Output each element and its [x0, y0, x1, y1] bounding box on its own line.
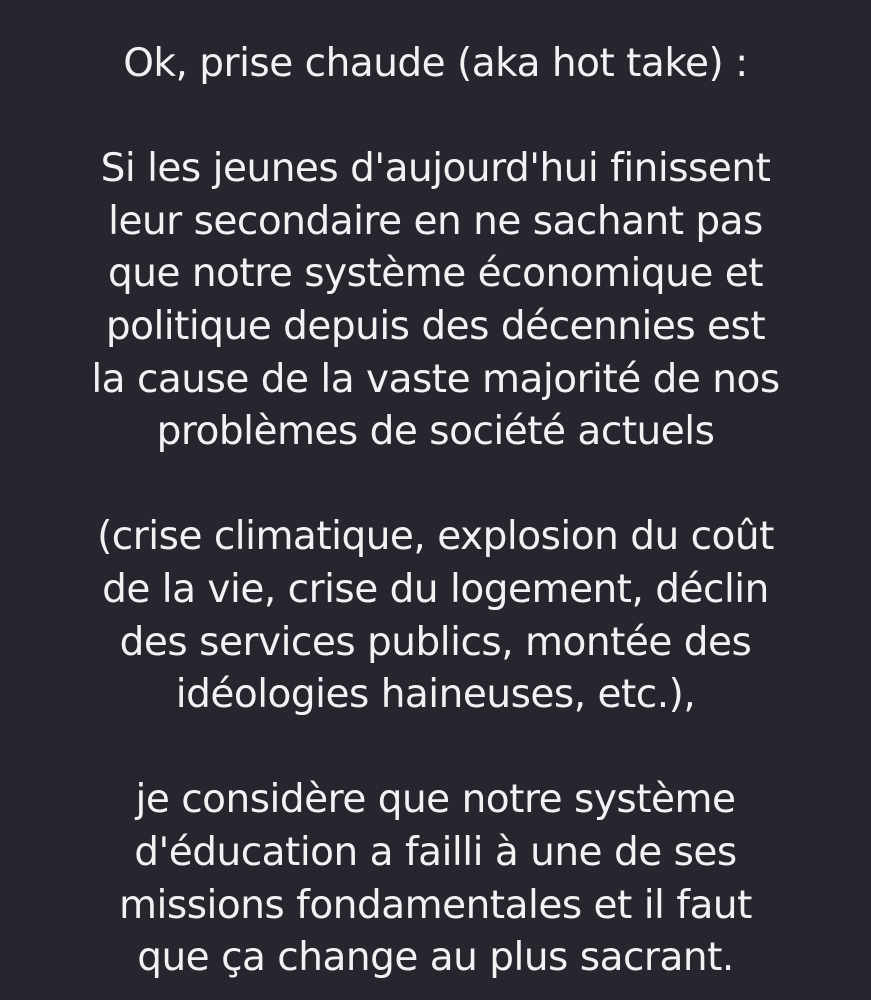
conclusion-paragraph: je considère que notre système d'éducation a failli à une de ses missions fondamentales et il faut que ça change au plus sacrant. [119, 777, 752, 981]
main-argument-paragraph: Si les jeunes d'aujourd'hui finissent leur secondaire en ne sachant pas que notre système économique et politique depuis des décennies est la cause de la vaste majorité de nos problèmes de société actuels [91, 146, 780, 455]
examples-paragraph: (crise climatique, explosion du coût de la vie, crise du logement, déclin des services publics, montée des idéologies haineuses, etc.), [97, 514, 774, 718]
paragraph-gap [0, 722, 871, 775]
paragraph-gap [0, 459, 871, 512]
paragraph-gap [0, 91, 871, 144]
intro-line: Ok, prise chaude (aka hot take) : [123, 41, 748, 86]
